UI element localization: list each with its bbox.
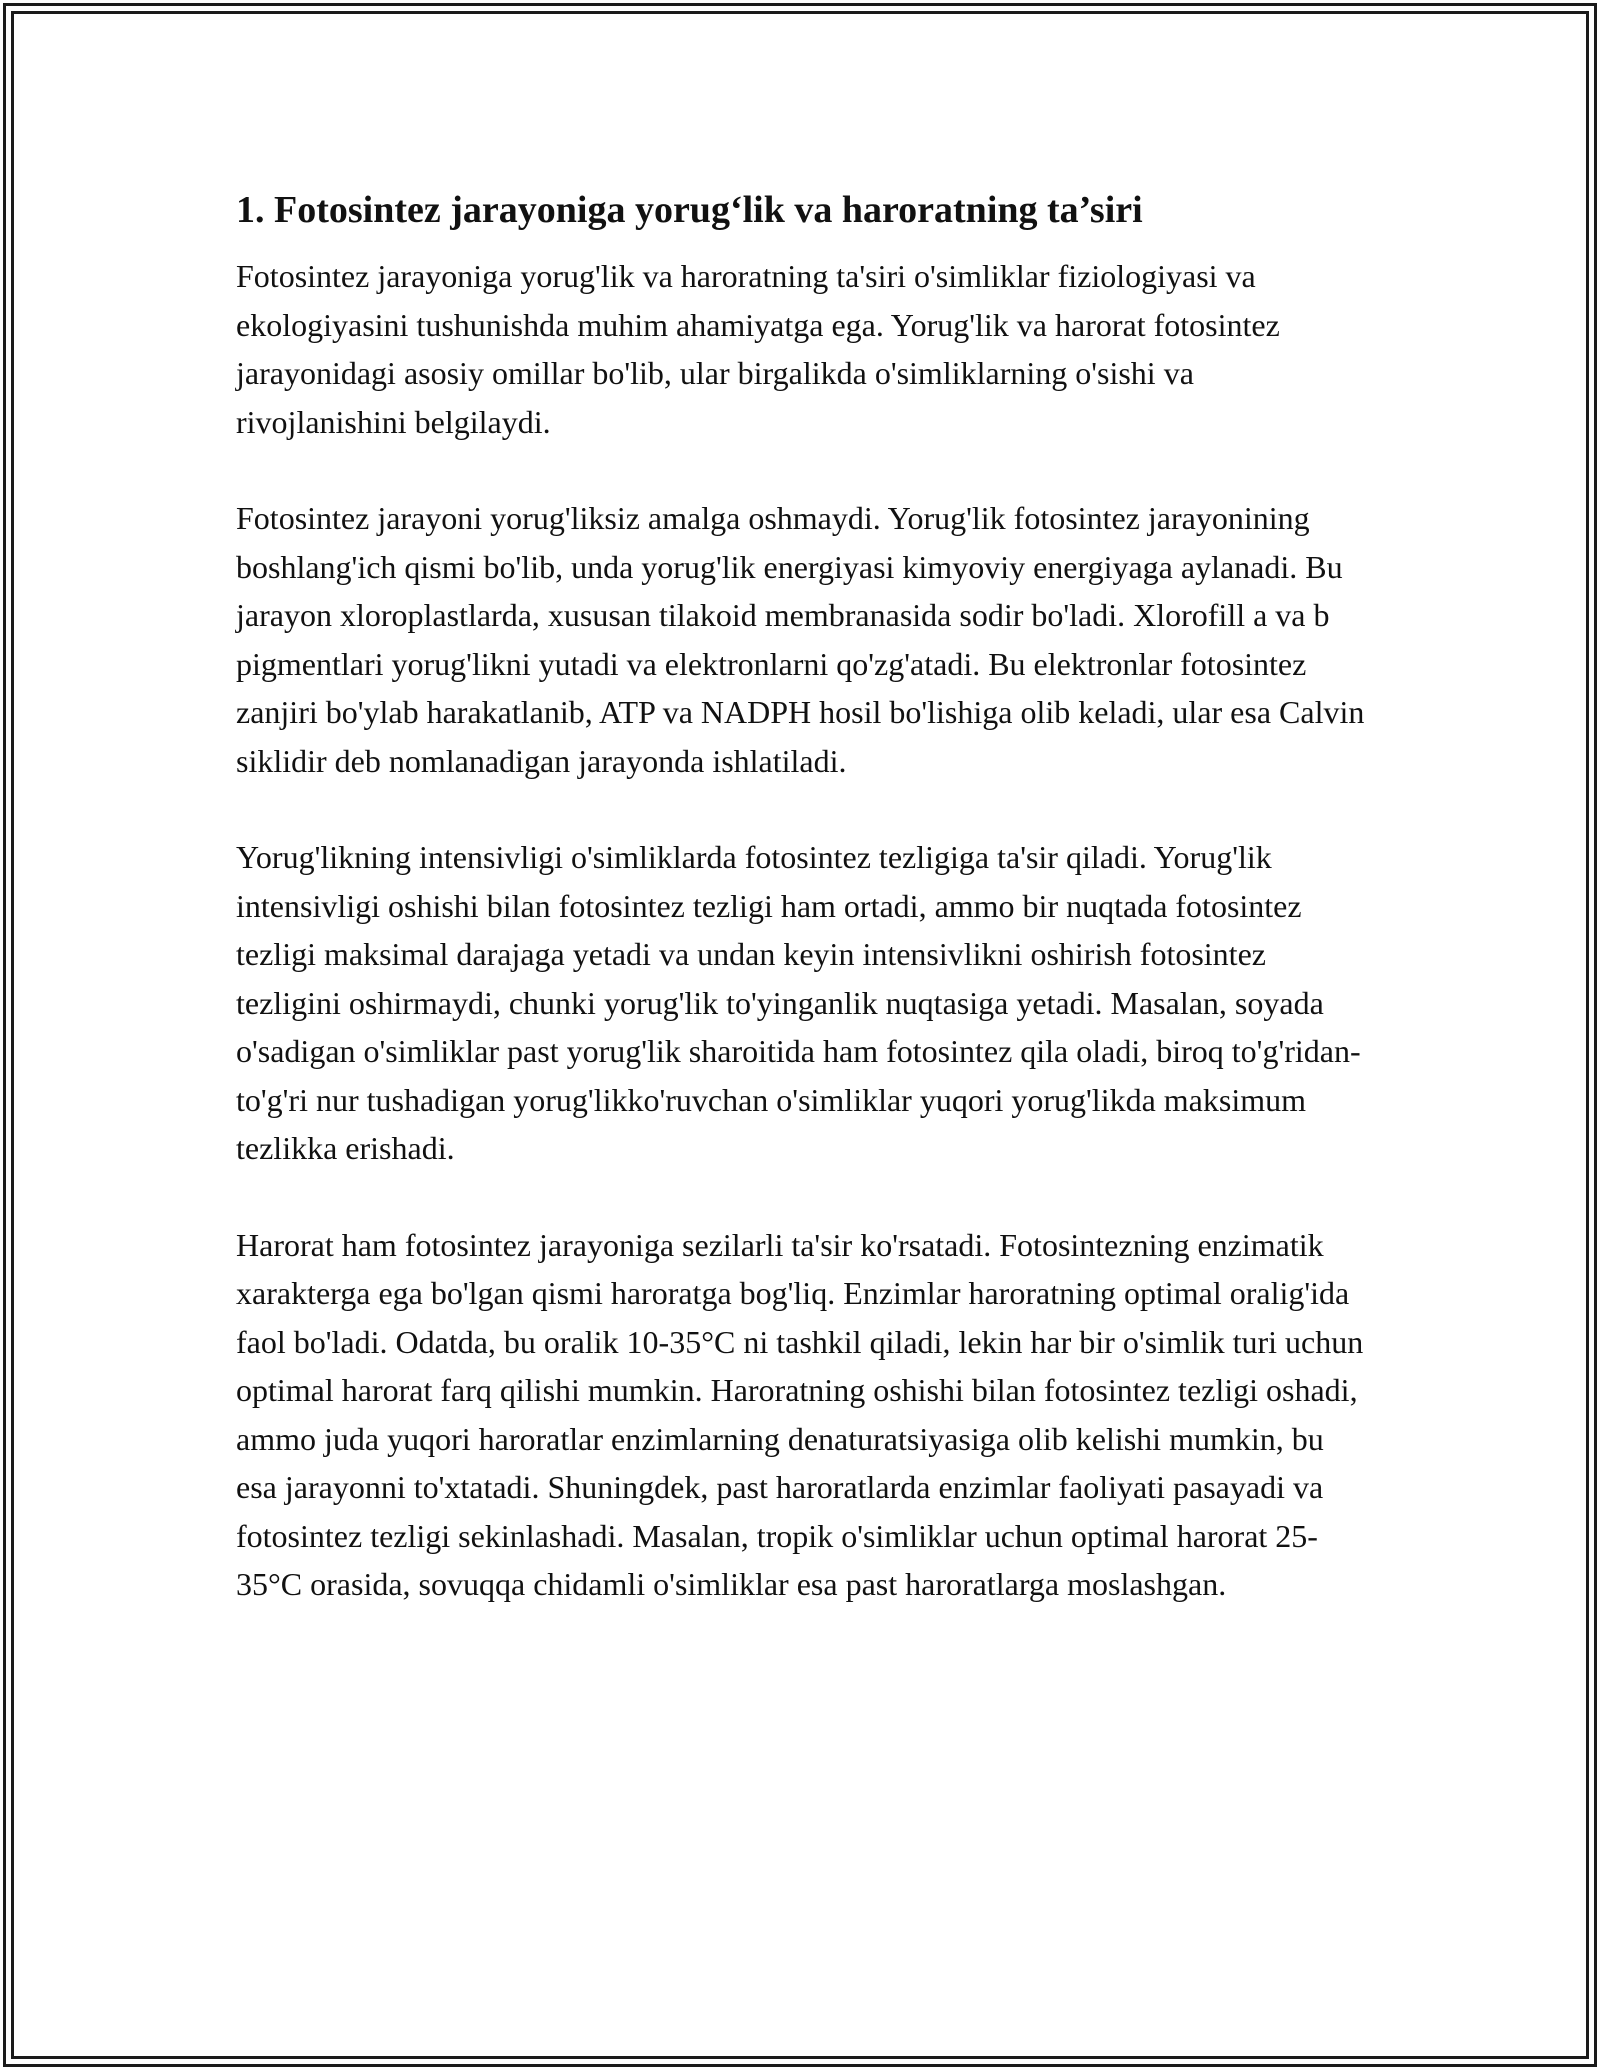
paragraph-2: Fotosintez jarayoni yorug'liksiz amalga oshmaydi. Yorug'lik fotosintez jarayonining boshlang'ich qismi bo'lib, unda yorug'lik energiyasi kimyoviy energiyaga aylanadi. Bu jarayon xloroplastlarda, xususan tilakoid membranasida sodir bo'ladi. Xlorofill a va b pigmentlari yorug'likni yutadi va elektronlarni qo'zg'atadi. Bu elektronlar fotosintez zanjiri bo'ylab harakatlanib, ATP va NADPH hosil bo'lishiga olib keladi, ular esa Calvin siklidir deb nomlanadigan jarayonda ishlatiladi. (236, 500, 1365, 779)
paragraph-3: Yorug'likning intensivligi o'simliklarda fotosintez tezligiga ta'sir qiladi. Yorug'lik intensivligi oshishi bilan fotosintez tezligi ham ortadi, ammo bir nuqtada fotosintez tezligi maksimal darajaga yetadi va undan keyin intensivlikni oshirish fotosintez tezligini oshirmaydi, chunki yorug'lik to'yinganlik nuqtasiga yetadi. Masalan, soyada o'sadigan o'simliklar past yorug'lik sharoitida ham fotosintez qila oladi, biroq to'g'ridan-to'g'ri nur tushadigan yorug'likko'ruvchan o'simliklar yuqori yorug'likda maksimum tezlikka erishadi. (236, 839, 1361, 1166)
paragraph-1: Fotosintez jarayoniga yorug'lik va haroratning ta'siri o'simliklar fiziologiyasi va ekologiyasini tushunishda muhim ahamiyatga ega. Yorug'lik va harorat fotosintez jarayonidagi asosiy omillar bo'lib, ular birgalikda o'simliklarning o'sishi va rivojlanishini belgilaydi. (236, 258, 1280, 440)
document-body (236, 186, 1366, 1657)
section-heading: 1. Fotosintez jarayoniga yorug‘lik va haroratning ta’siri (236, 189, 1143, 231)
paragraph-4: Harorat ham fotosintez jarayoniga sezilarli ta'sir ko'rsatadi. Fotosintezning enzimatik xarakterga ega bo'lgan qismi haroratga bog'liq. Enzimlar haroratning optimal oralig'ida faol bo'ladi. Odatda, bu oralik 10-35°C ni tashkil qiladi, lekin har bir o'simlik turi uchun optimal harorat farq qilishi mumkin. Haroratning oshishi bilan fotosintez tezligi oshadi, ammo juda yuqori haroratlar enzimlarning denaturatsiyasiga olib kelishi mumkin, bu esa jarayonni to'xtatadi. Shuningdek, past haroratlarda enzimlar faoliyati pasayadi va fotosintez tezligi sekinlashadi. Masalan, tropik o'simliklar uchun optimal harorat 25-35°C orasida, sovuqqa chidamli o'simliklar esa past haroratlarga moslashgan. (236, 1226, 1364, 1602)
